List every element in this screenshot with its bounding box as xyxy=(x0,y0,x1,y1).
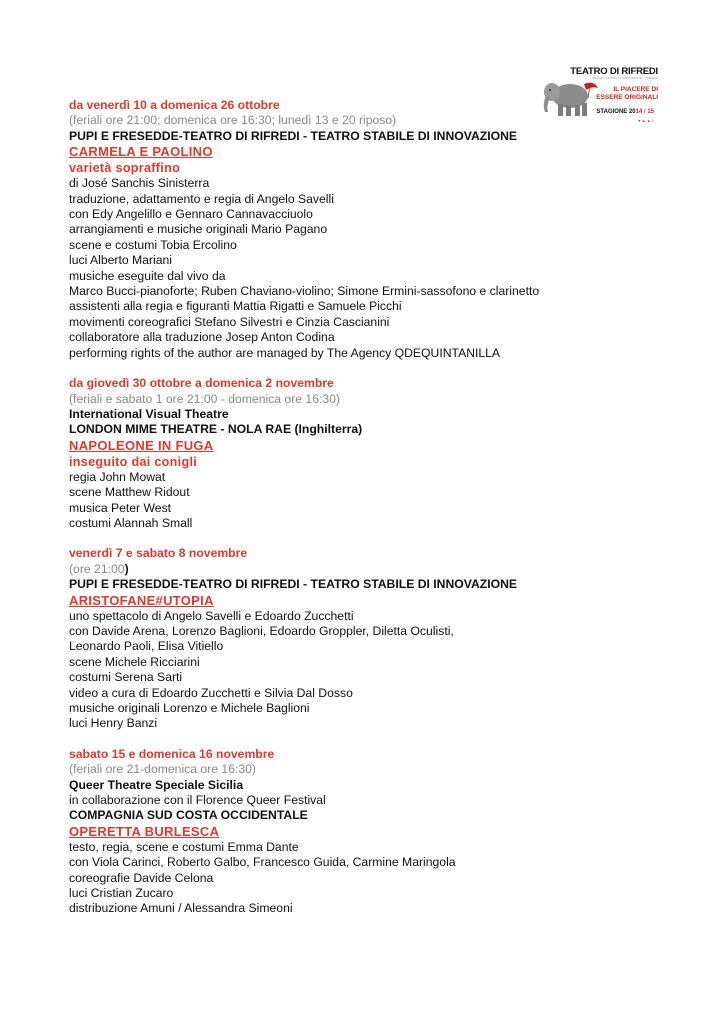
event-subtitle: inseguito dai conigli xyxy=(69,454,198,469)
event-schedule-line xyxy=(69,562,679,577)
event-credit: movimenti coreografici Stefano Silvestri e Cinzia Cascianini xyxy=(69,314,390,329)
logo-small-text: ♥ ▲ ▲ 1 xyxy=(638,118,654,123)
event-credit: musica Peter West xyxy=(69,500,172,515)
event-2 xyxy=(69,376,679,531)
event-credit: luci Cristian Zucaro xyxy=(69,886,174,901)
logo-season-year: 14 / 15 xyxy=(635,109,654,115)
logo-brand: TEATRO DI RIFREDI xyxy=(570,66,658,77)
event-date: da giovedì 30 ottobre a domenica 2 novembre xyxy=(69,376,334,391)
event-credit: Leonardo Paoli, Elisa Vitiello xyxy=(69,639,224,654)
event-credit: luci Henry Banzi xyxy=(69,716,158,731)
event-title: OPERETTA BURLESCA xyxy=(69,823,220,839)
event-credit: regia John Mowat xyxy=(69,469,166,484)
event-credit: arrangiamenti e musiche originali Mario Pagano xyxy=(69,222,328,237)
event-company: PUPI E FRESEDDE-TEATRO DI RIFREDI - TEATRO STABILE DI INNOVAZIONE xyxy=(69,128,518,143)
event-credit: assistenti alla regia e figuranti Mattia Rigatti e Samuele Picchi xyxy=(69,299,402,314)
event-company: COMPAGNIA SUD COSTA OCCIDENTALE xyxy=(69,808,308,823)
event-credit: distribuzione Amuni / Alessandra Simeoni xyxy=(69,901,293,916)
event-date: venerdì 7 e sabato 8 novembre xyxy=(69,546,248,561)
event-presenter: Queer Theatre Speciale Sicilia xyxy=(69,777,244,792)
event-date: da venerdì 10 a domenica 26 ottobre xyxy=(69,98,280,112)
event-title: CARMELA E PAOLINO xyxy=(69,144,213,160)
event-credit: scene Michele Ricciarini xyxy=(69,654,200,669)
logo-tagline: TEATRO STABILE DI INNOVAZIONE · FIRENZE xyxy=(592,76,658,80)
event-1 xyxy=(69,98,679,361)
event-title: NAPOLEONE IN FUGA xyxy=(69,437,214,453)
logo-season-label: STAGIONE 20 xyxy=(596,109,636,115)
event-credit: scene Matthew Ridout xyxy=(69,485,190,500)
event-collaboration: in collaborazione con il Florence Queer Festival xyxy=(69,793,326,808)
logo-slogan-2: ESSERE ORIGINALI xyxy=(596,94,658,101)
logo-slogan-1: IL PIACERE DI xyxy=(613,86,658,93)
event-credit: costumi Alannah Small xyxy=(69,515,193,530)
event-credit: costumi Serena Sarti xyxy=(69,670,183,685)
event-schedule: (ore 21:00 xyxy=(69,561,125,576)
event-credit: performing rights of the author are managed by The Agency QDEQUINTANILLA xyxy=(69,345,501,360)
event-credit: coreografie Davide Celona xyxy=(69,870,214,885)
event-credit: collaboratore alla traduzione Josep Anton Codina xyxy=(69,330,335,345)
event-presenter: International Visual Theatre xyxy=(69,406,229,421)
event-credit: video a cura di Edoardo Zucchetti e Silvia Dal Dosso xyxy=(69,685,353,700)
event-credit: con Davide Arena, Lorenzo Baglioni, Edoardo Groppler, Diletta Oculisti, xyxy=(69,623,454,638)
event-credit: di José Sanchis Sinisterra xyxy=(69,176,210,191)
event-credit: testo, regia, scene e costumi Emma Dante xyxy=(69,839,299,854)
event-credit: Marco Bucci-pianoforte; Ruben Chaviano-violino; Simone Ermini-sassofono e clarinetto xyxy=(69,284,540,299)
event-credit: uno spettacolo di Angelo Savelli e Edoardo Zucchetti xyxy=(69,608,354,623)
event-company: LONDON MIME THEATRE - NOLA RAE (Inghilterra) xyxy=(69,422,363,437)
event-subtitle: varietà sopraffino xyxy=(69,161,181,176)
event-credit: musiche eseguite dal vivo da xyxy=(69,268,226,283)
event-credit: musiche originali Lorenzo e Michele Baglioni xyxy=(69,701,310,715)
event-schedule-close: ) xyxy=(124,561,129,576)
event-schedule: (feriali ore 21-domenica ore 16:30) xyxy=(69,762,256,777)
event-schedule: (feriali e sabato 1 ore 21:00 - domenica ore 16:30) xyxy=(69,391,340,406)
event-3 xyxy=(69,546,679,731)
event-4 xyxy=(69,747,679,917)
event-credit: traduzione, adattamento e regia di Angelo Savelli xyxy=(69,191,334,206)
event-credit: con Viola Carinci, Roberto Galbo, Francesco Guida, Carmine Maringola xyxy=(69,855,456,870)
event-schedule: (feriali ore 21:00; domenica ore 16:30; lunedì 13 e 20 riposo) xyxy=(69,113,397,128)
event-credit: scene e costumi Tobia Ercolino xyxy=(69,237,237,252)
event-credit: luci Alberto Mariani xyxy=(69,253,172,268)
event-credit: con Edy Angelillo e Gennaro Cannavacciuolo xyxy=(69,207,313,222)
event-title: ARISTOFANE#UTOPIA xyxy=(69,592,214,608)
event-date: sabato 15 e domenica 16 novembre xyxy=(69,746,275,761)
programme xyxy=(69,98,679,932)
event-company: PUPI E FRESEDDE-TEATRO DI RIFREDI - TEATRO STABILE DI INNOVAZIONE xyxy=(69,577,518,592)
